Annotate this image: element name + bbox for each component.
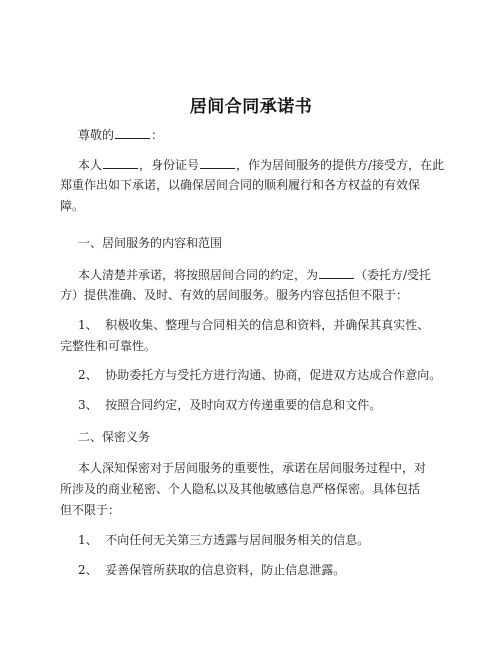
party-blank [319,267,354,279]
section-2-paragraph-line-3: 但不限于： [60,503,121,517]
recipient-blank [115,127,150,139]
list-item-text: 不向任何无关第三方透露与居间服务相关的信息。 [105,533,370,547]
section-1-heading: 一、居间服务的内容和范围 [78,236,223,250]
section-2-paragraph-line-2: 所涉及的商业秘密、个人隐私以及其他敏感信息严格保密。具体包括 [60,482,421,496]
intro-text: 本人 [78,158,103,172]
section-1-paragraph-line-2: 方）提供准确、及时、有效的居间服务。服务内容包括但不限于： [60,288,409,302]
intro-text: ，身份证号 [139,158,200,172]
list-number: 1、 [78,318,98,332]
section-2-item-1 [78,533,369,548]
intro-line-3: 障。 [60,199,85,213]
section-1-item-1-line-2: 完整性和可靠性。 [60,339,157,353]
section-2-heading: 二、保密义务 [78,430,151,444]
list-number: 2、 [78,368,98,382]
list-item-text: 协助委托方与受托方进行沟通、协商，促进双方达成合作意向。 [105,368,442,382]
list-item-text: 按照合同约定，及时向双方传递重要的信息和文件。 [105,398,382,412]
section-2-paragraph-line-1: 本人深知保密对于居间服务的重要性，承诺在居间服务过程中，对 [78,461,427,475]
section-1-paragraph-line-1 [78,267,431,283]
paragraph-text: （委托方/受托 [355,268,432,282]
document-title: 居间合同承诺书 [189,97,313,117]
section-1-item-3 [78,398,381,413]
list-number: 1、 [78,533,98,547]
intro-text: ，作为居间服务的提供方/接受方，在此 [236,158,445,172]
salutation-line [78,127,163,143]
list-number: 2、 [78,563,98,577]
list-item-text: 妥善保管所获取的信息资料，防止信息泄露。 [105,563,346,577]
intro-line-1 [78,157,444,173]
section-1-item-2 [78,368,441,383]
intro-line-2: 郑重作出如下承诺，以确保居间合同的顺利履行和各方权益的有效保 [60,178,421,192]
salutation-suffix: ： [151,128,164,142]
paragraph-text: 本人清楚并承诺，将按照居间合同的约定，为 [78,268,319,282]
salutation-prefix: 尊敬的 [78,128,115,142]
section-2-item-2 [78,563,345,578]
list-number: 3、 [78,398,98,412]
name-blank [103,157,138,169]
section-1-item-1 [78,318,429,333]
list-item-text: 积极收集、整理与合同相关的信息和资料，并确保其真实性、 [105,318,430,332]
id-number-blank [200,157,235,169]
